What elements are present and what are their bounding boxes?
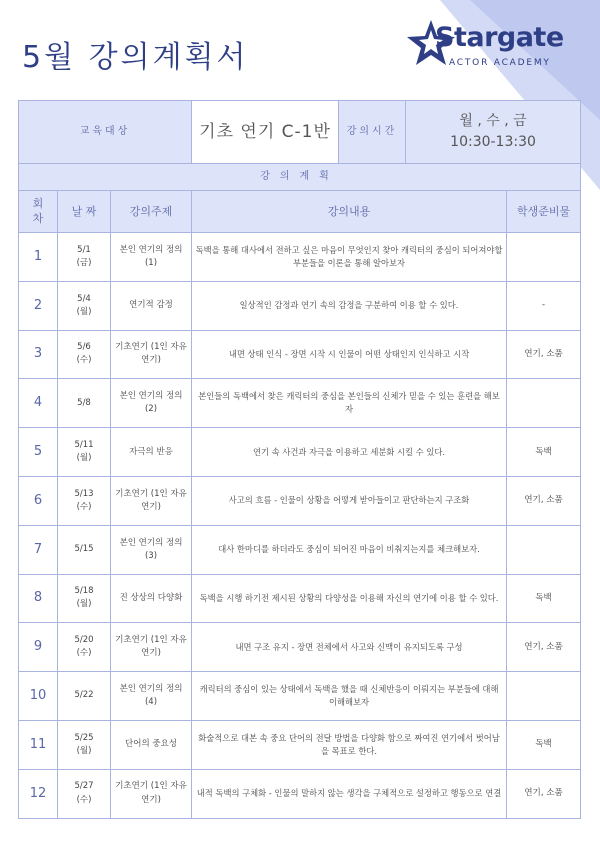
column-header-no-bottom: 차 — [32, 211, 44, 225]
row-number: 11 — [19, 720, 58, 769]
row-content: 화술적으로 대본 속 중요 단어의 전달 방법을 다양화 함으로 짜여진 연기에서 벗어남을 목표로 한다. — [192, 720, 507, 769]
row-number: 7 — [19, 525, 58, 574]
table-row — [19, 623, 581, 672]
row-number: 1 — [19, 233, 58, 282]
row-date: 5/15 — [74, 544, 94, 555]
row-topic: 연기적 감정 — [111, 281, 192, 330]
row-content: 대사 한마디를 하더라도 중심이 되어진 마음이 비춰지는지를 체크해보자. — [192, 525, 507, 574]
column-header-no — [19, 191, 58, 233]
row-content: 본인들의 독백에서 찾은 캐릭터의 중심을 본인들의 신체가 믿을 수 있는 훈련을 해보자 — [192, 379, 507, 428]
row-day: (수) — [76, 794, 92, 805]
row-date-cell — [58, 672, 111, 721]
row-date: 5/18 — [74, 586, 94, 597]
row-day: (월) — [76, 306, 92, 317]
column-header-date: 날 짜 — [58, 191, 111, 233]
table-row — [19, 281, 581, 330]
row-day: (월) — [76, 745, 92, 756]
row-date-cell — [58, 623, 111, 672]
row-topic: 진 상상의 다양화 — [111, 574, 192, 623]
class-schedule — [406, 101, 581, 163]
row-prep: 독백 — [507, 574, 581, 623]
row-number: 5 — [19, 428, 58, 477]
target-label: 교육대상 — [19, 101, 192, 164]
row-prep: 연기, 소품 — [507, 769, 581, 818]
row-content: 독백을 통해 대사에서 전하고 싶은 마음이 무엇인지 찾아 캐릭터의 중심이 되어져야할 부분들을 이론을 통해 알아보자 — [192, 233, 507, 282]
table-row — [19, 379, 581, 428]
row-date: 5/25 — [74, 732, 94, 743]
table-row — [19, 428, 581, 477]
row-content: 내면 상태 인식 - 장면 시작 시 인물이 어떤 상태인지 인식하고 시작 — [192, 330, 507, 379]
row-date: 5/20 — [74, 635, 94, 646]
row-date-cell — [58, 233, 111, 282]
class-days: 월 , 수 , 금 — [459, 113, 527, 129]
row-prep: 독백 — [507, 720, 581, 769]
row-date: 5/22 — [74, 690, 94, 701]
row-prep — [507, 525, 581, 574]
row-number: 4 — [19, 379, 58, 428]
row-topic: 본인 연기의 정의(2) — [111, 379, 192, 428]
row-prep: 연기, 소품 — [507, 476, 581, 525]
row-day: (수) — [76, 355, 92, 366]
table-row — [19, 769, 581, 818]
table-row — [19, 720, 581, 769]
row-date-cell — [58, 428, 111, 477]
table-row — [19, 525, 581, 574]
row-prep — [507, 379, 581, 428]
row-prep: 연기, 소품 — [507, 330, 581, 379]
academy-logo — [405, 18, 580, 78]
row-number: 2 — [19, 281, 58, 330]
row-content: 연기 속 사건과 자극을 이용하고 세분화 시킬 수 있다. — [192, 428, 507, 477]
row-prep — [507, 233, 581, 282]
row-number: 6 — [19, 476, 58, 525]
row-date: 5/13 — [74, 488, 94, 499]
row-content: 캐릭터의 중심이 있는 상태에서 독백을 했을 때 신체반응이 이뤄지는 부분들에 대해 이해해보자 — [192, 672, 507, 721]
logo-subtitle: ACTOR ACADEMY — [449, 58, 551, 68]
row-date-cell — [58, 769, 111, 818]
row-topic: 기초연기 (1인 자유연기) — [111, 476, 192, 525]
row-date: 5/8 — [77, 397, 91, 408]
page-title: 5월 강의계획서 — [22, 40, 249, 75]
table-row — [19, 574, 581, 623]
row-topic: 단어의 중요성 — [111, 720, 192, 769]
row-topic: 기초연기 (1인 자유연기) — [111, 623, 192, 672]
table-row — [19, 672, 581, 721]
row-topic: 기초연기 (1인 자유연기) — [111, 330, 192, 379]
row-day: (월) — [76, 453, 92, 464]
row-content: 일상적인 감정과 연기 속의 감정을 구분하여 이용 할 수 있다. — [192, 281, 507, 330]
row-prep: 연기, 소품 — [507, 623, 581, 672]
row-date: 5/4 — [77, 293, 91, 304]
table-row — [19, 476, 581, 525]
row-number: 8 — [19, 574, 58, 623]
column-header-content: 강의내용 — [192, 191, 507, 233]
row-topic: 기초연기 (1인 자유연기) — [111, 769, 192, 818]
row-date-cell — [58, 476, 111, 525]
row-content: 사고의 흐름 - 인물이 상황을 어떻게 받아들이고 판단하는지 구조화 — [192, 476, 507, 525]
row-date: 5/6 — [77, 342, 91, 353]
row-date-cell — [58, 330, 111, 379]
row-topic: 본인 연기의 정의(4) — [111, 672, 192, 721]
column-header-no-top: 회 — [32, 197, 44, 211]
row-content: 내적 독백의 구체화 - 인물의 말하지 않는 생각을 구체적으로 설정하고 행동으로 연결 — [192, 769, 507, 818]
row-prep: - — [507, 281, 581, 330]
row-date-cell — [58, 281, 111, 330]
column-header-prep: 학생준비물 — [507, 191, 581, 233]
row-number: 3 — [19, 330, 58, 379]
column-header-topic: 강의주제 — [111, 191, 192, 233]
row-day: (수) — [76, 648, 92, 659]
row-prep: 독백 — [507, 428, 581, 477]
row-topic: 본인 연기의 정의(3) — [111, 525, 192, 574]
row-day: (금) — [76, 257, 92, 268]
row-number: 10 — [19, 672, 58, 721]
course-name: 기초 연기 C-1반 — [192, 101, 339, 164]
row-number: 9 — [19, 623, 58, 672]
row-prep — [507, 672, 581, 721]
row-content: 독백을 시행 하기전 제시된 상황의 다양성을 이용해 자신의 연기에 이용 할 수 있다. — [192, 574, 507, 623]
lesson-plan-table — [18, 100, 581, 819]
row-date-cell — [58, 379, 111, 428]
logo-wordmark: Stargate — [435, 22, 564, 53]
row-number: 12 — [19, 769, 58, 818]
row-date-cell — [58, 574, 111, 623]
row-date: 5/11 — [74, 439, 94, 450]
table-row — [19, 233, 581, 282]
row-topic: 자극의 반응 — [111, 428, 192, 477]
section-title: 강의계획 — [19, 164, 581, 191]
class-hours: 10:30-13:30 — [450, 134, 536, 150]
row-date-cell — [58, 720, 111, 769]
row-topic: 본인 연기의 정의(1) — [111, 233, 192, 282]
row-day: (월) — [76, 599, 92, 610]
row-date: 5/1 — [77, 244, 91, 255]
row-date-cell — [58, 525, 111, 574]
table-row — [19, 330, 581, 379]
row-content: 내면 구조 유지 - 장면 전체에서 사고와 신맥이 유지되도록 구성 — [192, 623, 507, 672]
row-day: (수) — [76, 501, 92, 512]
row-date: 5/27 — [74, 781, 94, 792]
time-label: 강의시간 — [339, 101, 406, 163]
